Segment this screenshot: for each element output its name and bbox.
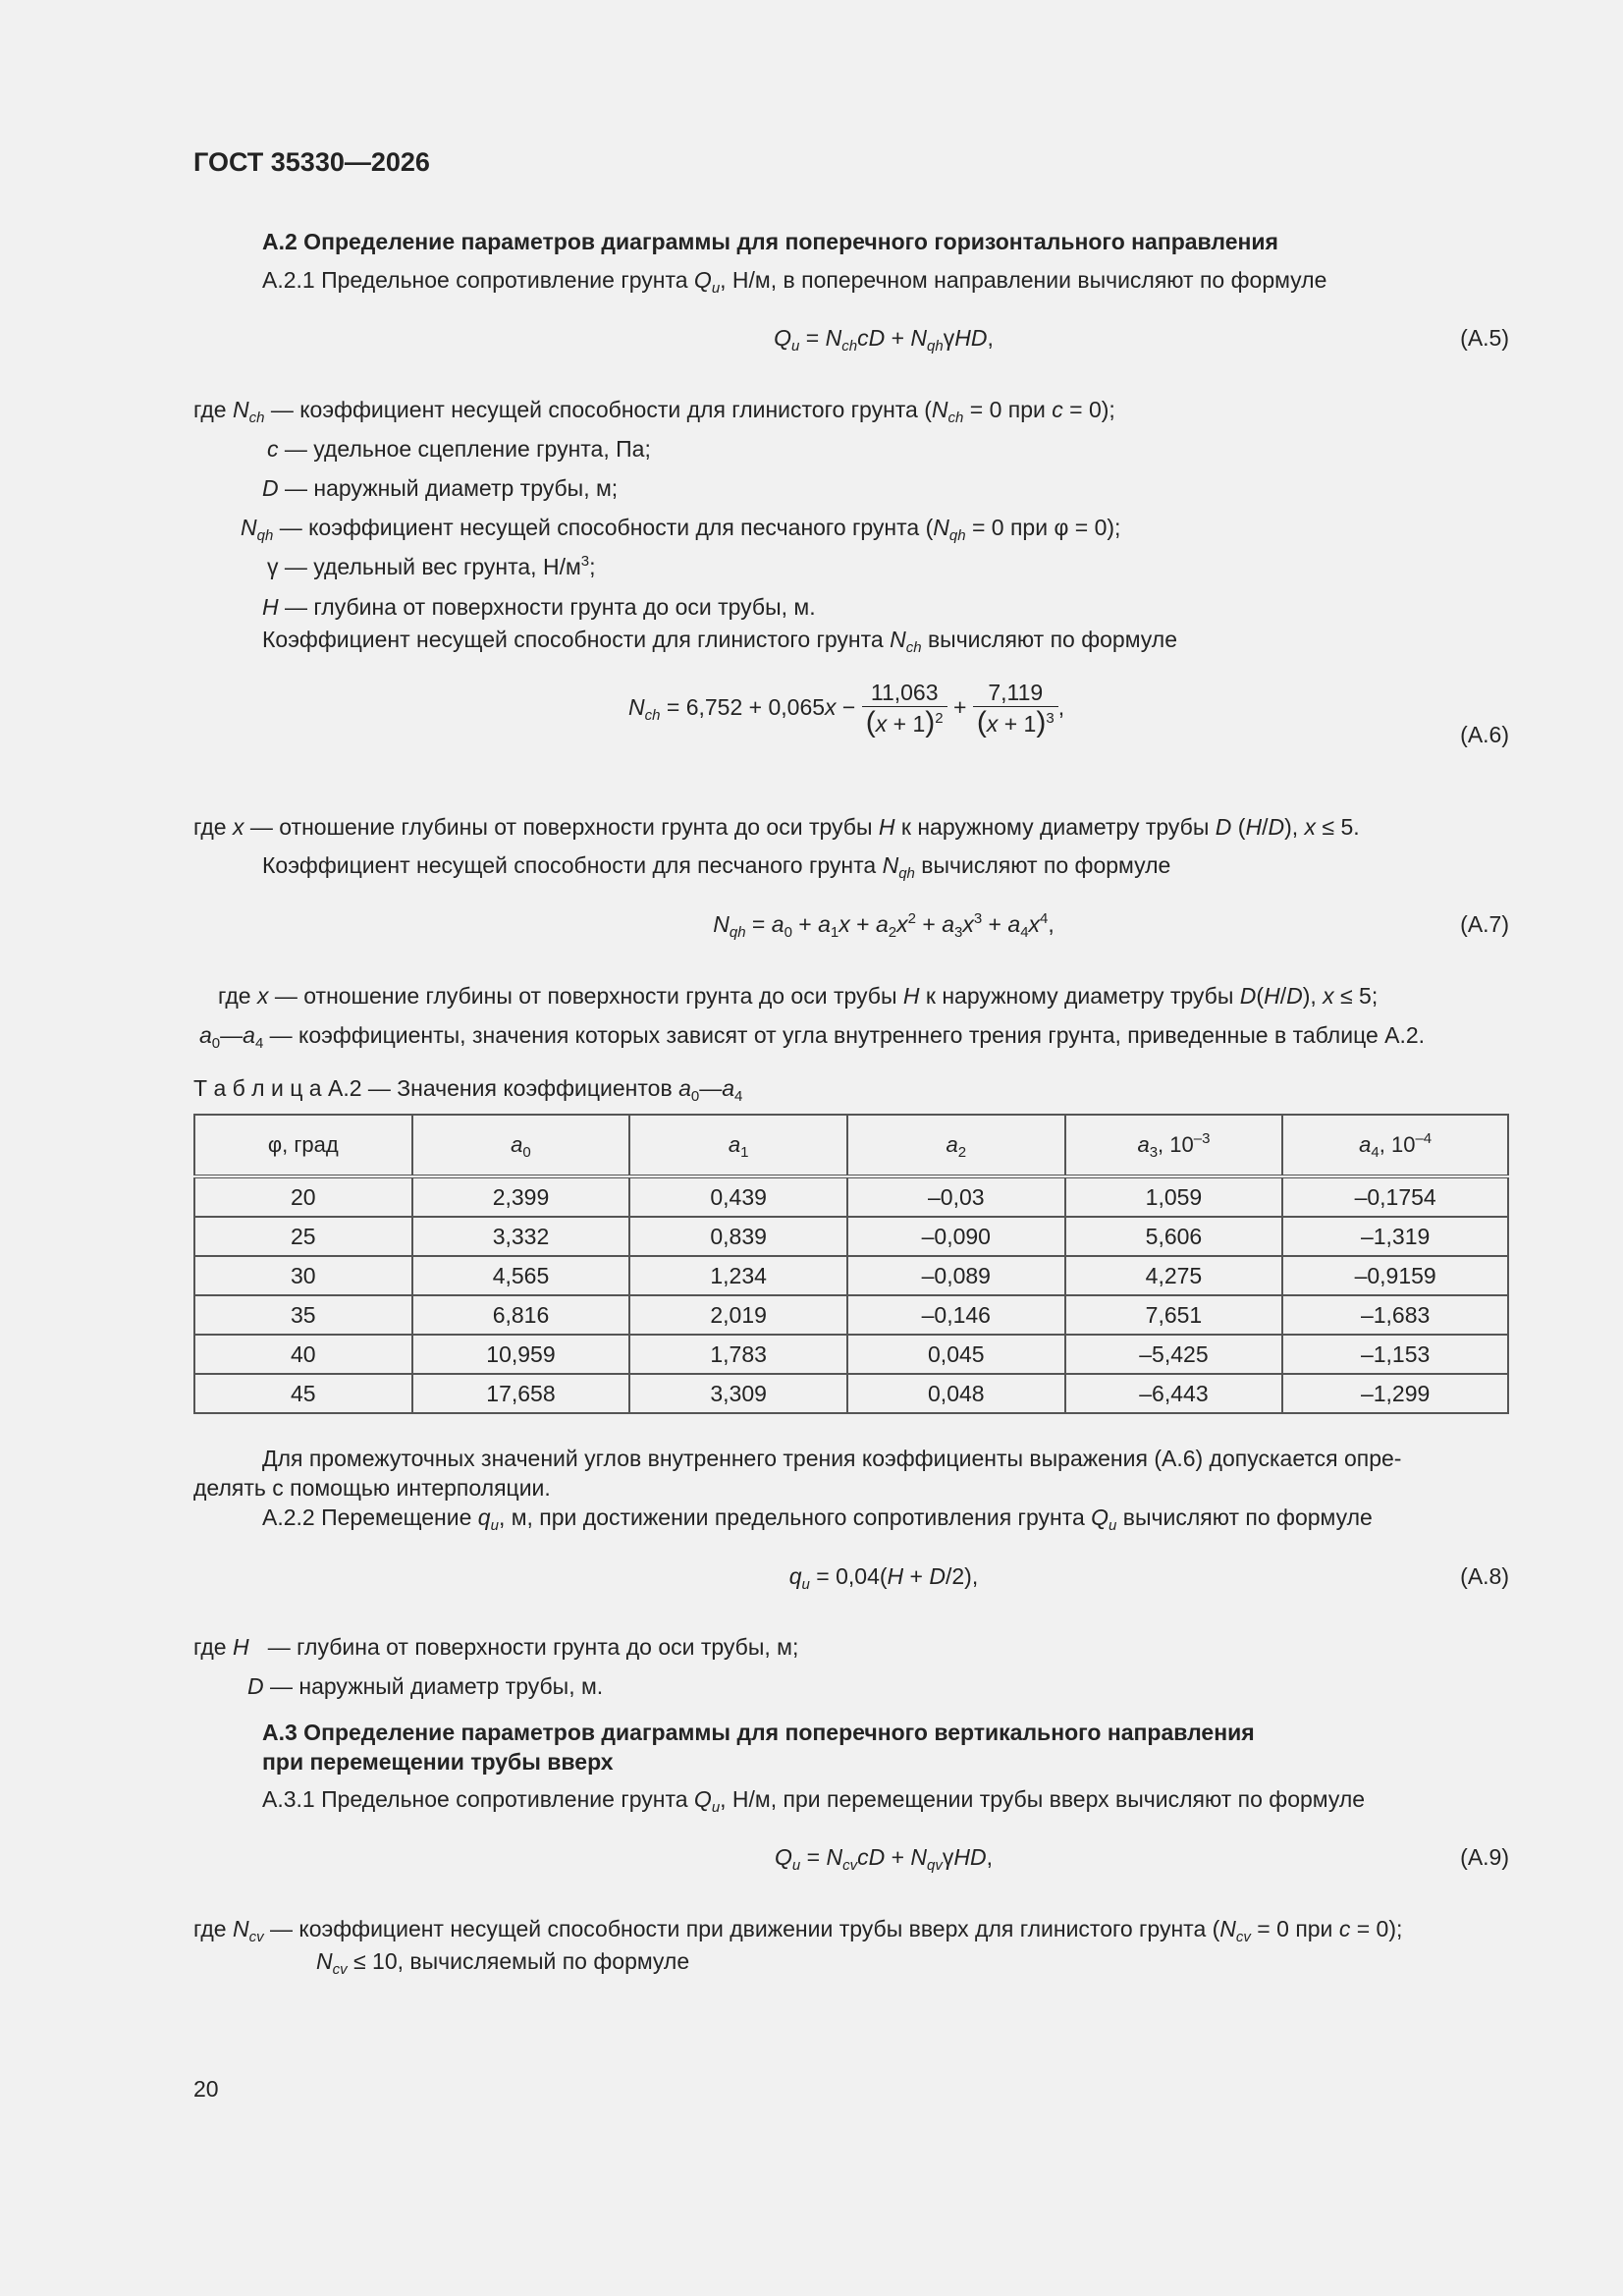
def-ncv: где $N_{cv}$ — коэффициент несущей способности при движении трубы вверх для глинистого грунта ($N_{cv} = 0$ при c = 0);: [193, 1916, 1403, 1945]
paragraph-nqh-formula: Коэффициент несущей способности для песчаного грунта $N_{qh}$ вычисляют по формуле: [262, 852, 1171, 882]
section-a3-title-line1: А.3 Определение параметров диаграммы для поперечного вертикального направления: [262, 1720, 1255, 1745]
paragraph-interpolation-2: делять с помощью интерполяции.: [193, 1475, 551, 1501]
table-cell: –6,443: [1065, 1374, 1283, 1413]
col-header-a4: $a_4$, $10^{-4}$: [1282, 1115, 1508, 1176]
table-row: [194, 1217, 1508, 1256]
table-cell: –0,146: [847, 1295, 1065, 1335]
paragraph-nch-formula: Коэффициент несущей способности для глинистого грунта $N_{ch}$ вычисляют по формуле: [262, 627, 1177, 656]
def-nqh: $N_{qh}$ — коэффициент несущей способности для песчаного грунта ($N_{qh} = 0$ при φ = 0);: [241, 515, 1121, 544]
table-row: [194, 1374, 1508, 1413]
table-cell: –0,089: [847, 1256, 1065, 1295]
table-cell: 25: [194, 1217, 412, 1256]
table-cell: 45: [194, 1374, 412, 1413]
paragraph-a21: А.2.1 Предельное сопротивление грунта $Q_u$, Н/м, в поперечном направлении вычисляют по формуле: [262, 267, 1327, 297]
table-cell: 0,045: [847, 1335, 1065, 1374]
table-cell: –1,299: [1282, 1374, 1508, 1413]
equation-a7-number: (А.7): [1460, 911, 1509, 937]
section-a2-title: А.2 Определение параметров диаграммы для поперечного горизонтального направления: [262, 229, 1278, 254]
coefficients-table: [193, 1114, 1509, 1414]
table-cell: 40: [194, 1335, 412, 1374]
section-a3-title-line2: при перемещении трубы вверх: [262, 1749, 614, 1775]
col-header-a0: $a_0$: [412, 1115, 630, 1176]
equation-a5: $Q_u = N_{ch}cD + N_{qh}\gamma HD$,: [774, 325, 994, 355]
paragraph-interpolation-1: Для промежуточных значений углов внутреннего трения коэффициенты выражения (А.6) допускается опре-: [262, 1446, 1402, 1471]
table-cell: –1,683: [1282, 1295, 1508, 1335]
table-cell: –5,425: [1065, 1335, 1283, 1374]
table-cell: 17,658: [412, 1374, 630, 1413]
table-cell: –0,090: [847, 1217, 1065, 1256]
table-cell: 4,565: [412, 1256, 630, 1295]
table-cell: 35: [194, 1295, 412, 1335]
def-x-1: где x — отношение глубины от поверхности грунта до оси трубы H к наружному диаметру трубы D (H/D), x ≤ 5.: [193, 814, 1360, 840]
equation-a8: $q_u = 0,04(H + D/2)$,: [788, 1563, 979, 1593]
def-a0-a4: $a_0—a_4$ — коэффициенты, значения которых зависят от угла внутреннего трения грунта, приведенные в таблице А.2.: [199, 1022, 1426, 1052]
table-cell: 4,275: [1065, 1256, 1283, 1295]
def-gamma: γ — удельный вес грунта, $Н/м^3$;: [267, 553, 596, 579]
def-x-2: где x — отношение глубины от поверхности грунта до оси трубы H к наружному диаметру трубы D(H/D), x ≤ 5;: [218, 983, 1379, 1009]
fraction-2: $\frac{7,119}{(x + 1)^3}$: [973, 679, 1058, 739]
table-cell: –1,319: [1282, 1217, 1508, 1256]
table-cell: 0,439: [629, 1176, 847, 1217]
fraction-1: $\frac{11,063}{(x + 1)^2}$: [862, 679, 947, 739]
table-cell: 2,019: [629, 1295, 847, 1335]
equation-a6: $N_{ch} = 6,752 + 0,065x$ − $\frac{11,063}{(x + 1)^2}$ + $\frac{7,119}{(x + 1)^3}$ ,: [628, 679, 1065, 738]
table-header-row: [194, 1115, 1508, 1176]
def-h-2: где H — глубина от поверхности грунта до оси трубы, м;: [193, 1634, 799, 1660]
col-header-a2: $a_2$: [847, 1115, 1065, 1176]
def-c: c — удельное сцепление грунта, Па;: [267, 436, 651, 462]
table-cell: 0,048: [847, 1374, 1065, 1413]
equation-a9-number: (А.9): [1460, 1844, 1509, 1870]
table-cell: 7,651: [1065, 1295, 1283, 1335]
table-cell: 2,399: [412, 1176, 630, 1217]
page-number: 20: [193, 2076, 219, 2102]
equation-a5-number: (А.5): [1460, 325, 1509, 351]
table-row: [194, 1256, 1508, 1295]
paragraph-a22: А.2.2 Перемещение $q_u$, м, при достижении предельного сопротивления грунта $Q_u$ вычисляют по формуле: [262, 1504, 1373, 1534]
table-row: [194, 1176, 1508, 1217]
table-cell: 5,606: [1065, 1217, 1283, 1256]
col-header-a1: $a_1$: [629, 1115, 847, 1176]
table-cell: 1,234: [629, 1256, 847, 1295]
table-cell: 20: [194, 1176, 412, 1217]
table-row: [194, 1335, 1508, 1374]
table-cell: 3,309: [629, 1374, 847, 1413]
table-cell: –0,1754: [1282, 1176, 1508, 1217]
table-cell: –1,153: [1282, 1335, 1508, 1374]
equation-a6-number: (А.6): [1460, 722, 1509, 747]
table-cell: –0,9159: [1282, 1256, 1508, 1295]
table-cell: –0,03: [847, 1176, 1065, 1217]
def-nch: где $N_{ch}$ — коэффициент несущей способности для глинистого грунта ($N_{ch} = 0$ при c = 0);: [193, 397, 1115, 426]
def-d-2: D — наружный диаметр трубы, м.: [247, 1673, 604, 1699]
table-cell: 30: [194, 1256, 412, 1295]
col-header-a3: $a_3$, $10^{-3}$: [1065, 1115, 1283, 1176]
table-cell: 0,839: [629, 1217, 847, 1256]
table-cell: 1,059: [1065, 1176, 1283, 1217]
document-header: ГОСТ 35330—2026: [193, 147, 430, 177]
equation-a8-number: (А.8): [1460, 1563, 1509, 1589]
equation-a9: $Q_u = N_{cv}cD + N_{qv}\gamma HD$,: [774, 1844, 993, 1874]
table-cell: 1,783: [629, 1335, 847, 1374]
table-cell: 3,332: [412, 1217, 630, 1256]
def-d: D — наружный диаметр трубы, м;: [262, 475, 619, 501]
equation-a7: $N_{qh} = a_0 + a_1x + a_2x^2 + a_3x^3 + a_4x^4$,: [713, 910, 1055, 941]
table-row: [194, 1295, 1508, 1335]
def-ncv-line2: $N_{cv} \le 10$, вычисляемый по формуле: [316, 1948, 690, 1978]
table-cell: 10,959: [412, 1335, 630, 1374]
paragraph-a31: А.3.1 Предельное сопротивление грунта $Q_u$, Н/м, при перемещении трубы вверх вычисляют по формуле: [262, 1786, 1366, 1816]
col-header-phi: φ, град: [194, 1115, 412, 1176]
def-h: H — глубина от поверхности грунта до оси трубы, м.: [262, 594, 816, 620]
table-cell: 6,816: [412, 1295, 630, 1335]
table-caption: Т а б л и ц а А.2 — Значения коэффициентов $a_0—a_4$: [193, 1075, 743, 1105]
